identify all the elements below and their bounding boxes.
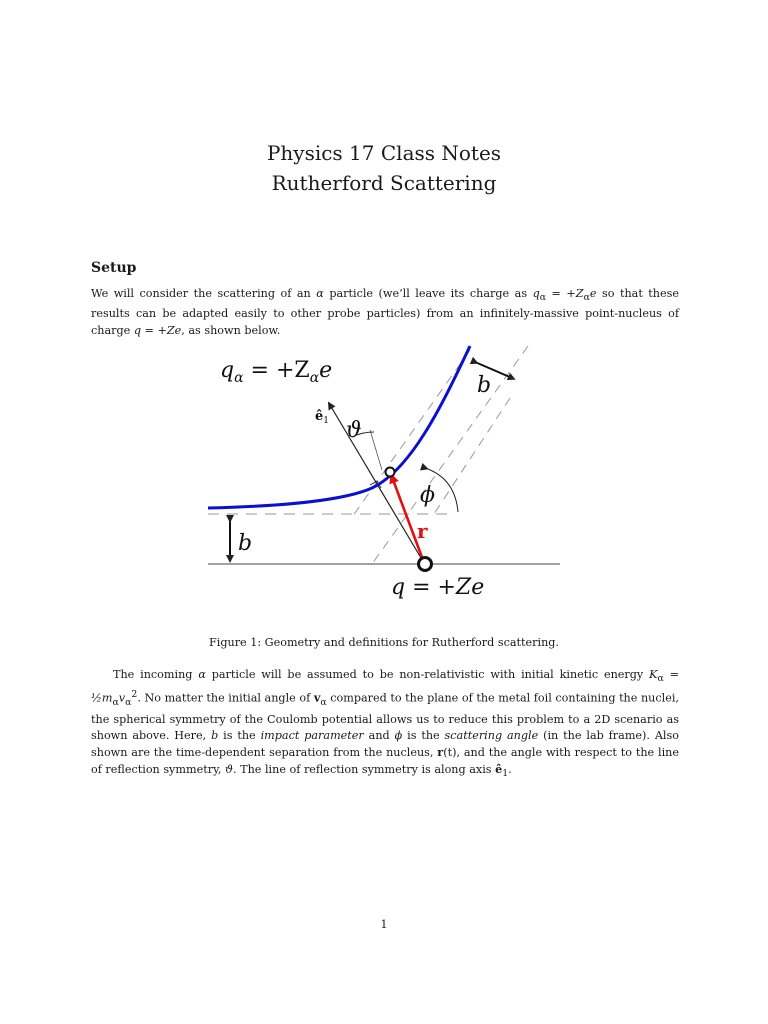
- document-subtitle: Rutherford Scattering: [271, 171, 497, 195]
- guide-line-2: [350, 350, 470, 520]
- document-title: Physics 17 Class Notes: [266, 141, 502, 165]
- nucleus-marker: [419, 558, 432, 571]
- page-number: 1: [380, 918, 388, 931]
- label-phi: ϕ: [420, 483, 435, 508]
- label-projectile-charge: $q_\alpha = +Z_\alpha e$: [220, 358, 333, 386]
- alpha-particle-marker: [386, 468, 395, 477]
- label-theta: ϑ: [346, 418, 362, 443]
- label-impact-parameter-top: b: [477, 373, 492, 398]
- label-e1-axis: $ê_1$: [315, 409, 330, 426]
- paragraph-explanation: The incoming α particle will be assumed to be non-relativistic with initial kinetic energy $K_\alpha$ = $\frac{1}{2}m_\alpha v_\alpha^2$. No matter the initial angle of $v_\alpha$ compared to the plane of the metal foil containing the nuclei, the spherical symmetry of the Coulomb potential allows us to reduce this problem to a 2D scenario as shown above. Here, b is the impact parameter and ϕ is the scattering angle (in the lab frame). Also shown are the time-dependent separation from the nucleus, r(t), and the angle with respect to the line of reflection symmetry, ϑ. The line of reflection symmetry is along axis $ê_1$.: [91, 668, 680, 780]
- figure-caption: Figure 1: Geometry and definitions for Rutherford scattering.: [208, 636, 559, 649]
- theta-reference-line: [370, 430, 382, 470]
- paragraph-setup: We will consider the scattering of an α particle (we’ll leave its charge as $q_\alpha = +Z_\alpha e$ so that these results can be adapted easily to other probe particles) from an infinitely-massive point-nucleus of charge q = +Ze, as shown below.: [91, 287, 679, 337]
- label-nucleus-charge: q = +Ze: [391, 575, 485, 600]
- label-impact-parameter-left: b: [238, 531, 253, 556]
- guide-line-3: [434, 398, 510, 514]
- section-heading-setup: Setup: [91, 260, 137, 276]
- label-radius-vector: r: [417, 519, 428, 543]
